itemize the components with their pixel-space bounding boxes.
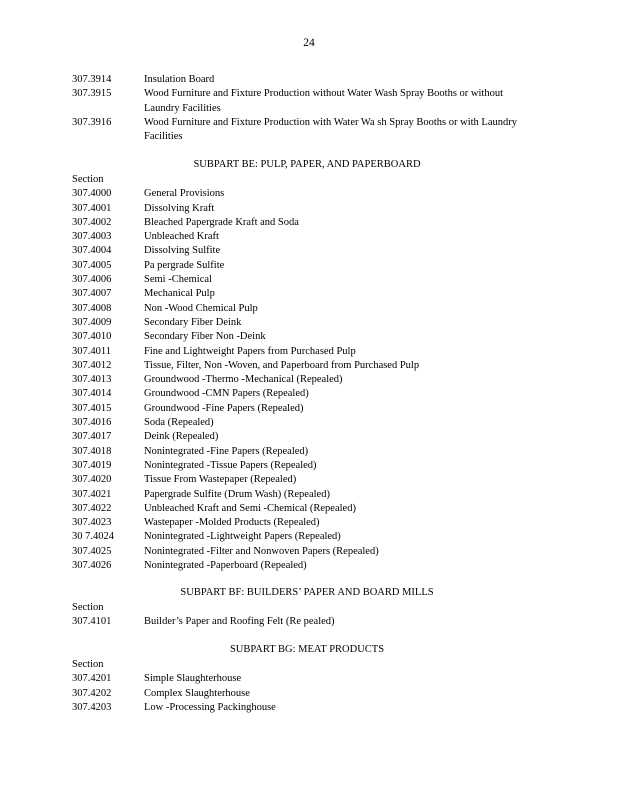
section-number: 307.4101: [72, 616, 112, 628]
section-title: Insulation Board: [144, 74, 215, 85]
page-number: 24: [303, 37, 315, 49]
list-item: [72, 259, 542, 273]
section-number: 307.4001: [72, 202, 112, 214]
section-title: Tissue From Wastepaper (Repealed): [144, 474, 297, 486]
section-title: Bleached Papergrade Kraft and Soda: [144, 216, 299, 228]
section-title: Tissue, Filter, Non -Woven, and Paperboard from Purchased Pulp: [144, 359, 420, 371]
list-item: [72, 116, 542, 145]
section-label: Section: [72, 602, 104, 613]
section-title: Semi -Chemical: [144, 274, 212, 286]
section-number: 307.4009: [72, 316, 112, 328]
list-item: [72, 273, 542, 287]
section-number: 307.4202: [72, 687, 112, 699]
section-title: Nonintegrated -Fine Papers (Repealed): [144, 445, 309, 457]
list-item: [72, 87, 542, 116]
section-title: Low -Processing Packinghouse: [144, 701, 276, 713]
section-label: Section: [72, 659, 104, 670]
subpart-bf-list: [72, 601, 542, 630]
section-number: 307.4003: [72, 231, 112, 243]
list-item: [72, 187, 542, 201]
section-number: 307.4010: [72, 331, 112, 343]
section-number: 307.4014: [72, 388, 112, 400]
list-item: [72, 416, 542, 430]
section-title: Nonintegrated -Paperboard (Repealed): [144, 560, 307, 572]
subpart-bf: [72, 586, 542, 600]
subpart-heading: SUBPART BF: BUILDERS’ PAPER AND BOARD MILLS: [180, 587, 434, 598]
list-item: [72, 302, 542, 316]
section-title: Mechanical Pulp: [144, 288, 215, 300]
section-number: 307.4008: [72, 302, 112, 314]
list-item: [72, 687, 542, 701]
section-label: Section: [72, 174, 104, 185]
list-item: [72, 402, 542, 416]
section-title: Simple Slaughterhouse: [144, 673, 242, 685]
section-title: Secondary Fiber Non -Deink: [144, 331, 266, 343]
section-number: 307.4025: [72, 545, 112, 557]
section-number: 307.4000: [72, 188, 112, 200]
list-item: [72, 359, 542, 373]
section-number: 307.4022: [72, 502, 112, 514]
subpart-be-list: [72, 173, 542, 573]
section-title: Fine and Lightweight Papers from Purchased Pulp: [144, 345, 356, 357]
section-title: Nonintegrated -Tissue Papers (Repealed): [144, 459, 317, 471]
section-number: 307.4005: [72, 259, 112, 271]
list-item: [72, 459, 542, 473]
list-item: [72, 530, 542, 544]
section-number: 307.4002: [72, 216, 112, 228]
list-item: [72, 701, 542, 715]
section-title: Deink (Repealed): [144, 431, 219, 443]
section-title: Papergrade Sulfite (Drum Wash) (Repealed): [144, 488, 330, 500]
section-title: Pa pergrade Sulfite: [144, 259, 225, 271]
list-item: [72, 445, 542, 459]
section-number: 307.3915: [72, 88, 112, 100]
subpart-be: [72, 158, 542, 172]
section-list: [72, 187, 542, 573]
list-item: [72, 502, 542, 516]
section-number: 307.4021: [72, 488, 112, 500]
section-number: 307.3916: [72, 116, 112, 128]
section-number: 307.4017: [72, 431, 112, 443]
list-item: [72, 387, 542, 401]
list-item: [72, 202, 542, 216]
section-number: 307.4201: [72, 673, 112, 685]
section-title: Groundwood -Fine Papers (Repealed): [144, 402, 304, 414]
section-title: Groundwood -CMN Papers (Repealed): [144, 388, 309, 400]
list-item: [72, 430, 542, 444]
list-item: [72, 545, 542, 559]
section-title: Builder’s Paper and Roofing Felt (Re pealed): [144, 616, 335, 628]
section-title: Secondary Fiber Deink: [144, 316, 242, 328]
subpart-heading: SUBPART BE: PULP, PAPER, AND PAPERBOARD: [193, 159, 421, 170]
list-item: [72, 216, 542, 230]
section-number: 307.4013: [72, 374, 112, 386]
section-title: Soda (Repealed): [144, 417, 214, 429]
section-title: Nonintegrated -Filter and Nonwoven Papers (Repealed): [144, 545, 379, 557]
section-number: 307.4026: [72, 560, 112, 572]
list-item: [72, 672, 542, 686]
subpart-bg: [72, 643, 542, 657]
section-number: 307.3914: [72, 74, 112, 85]
section-number: 307.4006: [72, 274, 112, 286]
subpart-heading: SUBPART BG: MEAT PRODUCTS: [229, 644, 385, 655]
section-number: 307.4018: [72, 445, 112, 457]
section-title: Unbleached Kraft: [144, 231, 219, 243]
list-item: [72, 345, 542, 359]
section-title: Nonintegrated -Lightweight Papers (Repealed): [144, 531, 341, 543]
list-item: [72, 559, 542, 573]
section-title: Complex Slaughterhouse: [144, 687, 250, 699]
section-title: Wood Furniture and Fixture Production with Water Wa sh Spray Booths or with Laundry Facilities: [144, 116, 517, 143]
section-number: 307.4019: [72, 459, 112, 471]
section-number: 307.4015: [72, 402, 112, 414]
list-item: [72, 373, 542, 387]
list-item: [72, 73, 542, 87]
section-number: 307.4203: [72, 701, 112, 713]
list-item: [72, 230, 542, 244]
list-item: [72, 244, 542, 258]
section-title: Unbleached Kraft and Semi -Chemical (Repealed): [144, 502, 356, 514]
section-title: Wastepaper -Molded Products (Repealed): [144, 517, 320, 529]
section-number: 307.4004: [72, 245, 112, 257]
section-title: Dissolving Sulfite: [144, 245, 221, 257]
list-item: [72, 473, 542, 487]
section-title: General Provisions: [144, 188, 225, 200]
section-title: Non -Wood Chemical Pulp: [144, 302, 258, 314]
subpart-bg-list: [72, 658, 542, 715]
section-number: 307.4016: [72, 417, 112, 429]
list-item: [72, 615, 542, 629]
top-entries: [72, 73, 542, 144]
section-number: 30 7.4024: [72, 531, 114, 543]
section-number: 307.4007: [72, 288, 112, 300]
section-number: 307.4012: [72, 359, 112, 371]
section-title: Dissolving Kraft: [144, 202, 215, 214]
section-title: Groundwood -Thermo -Mechanical (Repealed): [144, 374, 343, 386]
list-item: [72, 287, 542, 301]
section-number: 307.4023: [72, 517, 112, 529]
list-item: [72, 316, 542, 330]
list-item: [72, 488, 542, 502]
section-number: 307.4020: [72, 474, 112, 486]
section-title: Wood Furniture and Fixture Production without Water Wash Spray Booths or without Laundry Facilities: [144, 88, 504, 114]
list-item: [72, 330, 542, 344]
list-item: [72, 516, 542, 530]
section-number: 307.4011: [72, 345, 111, 357]
